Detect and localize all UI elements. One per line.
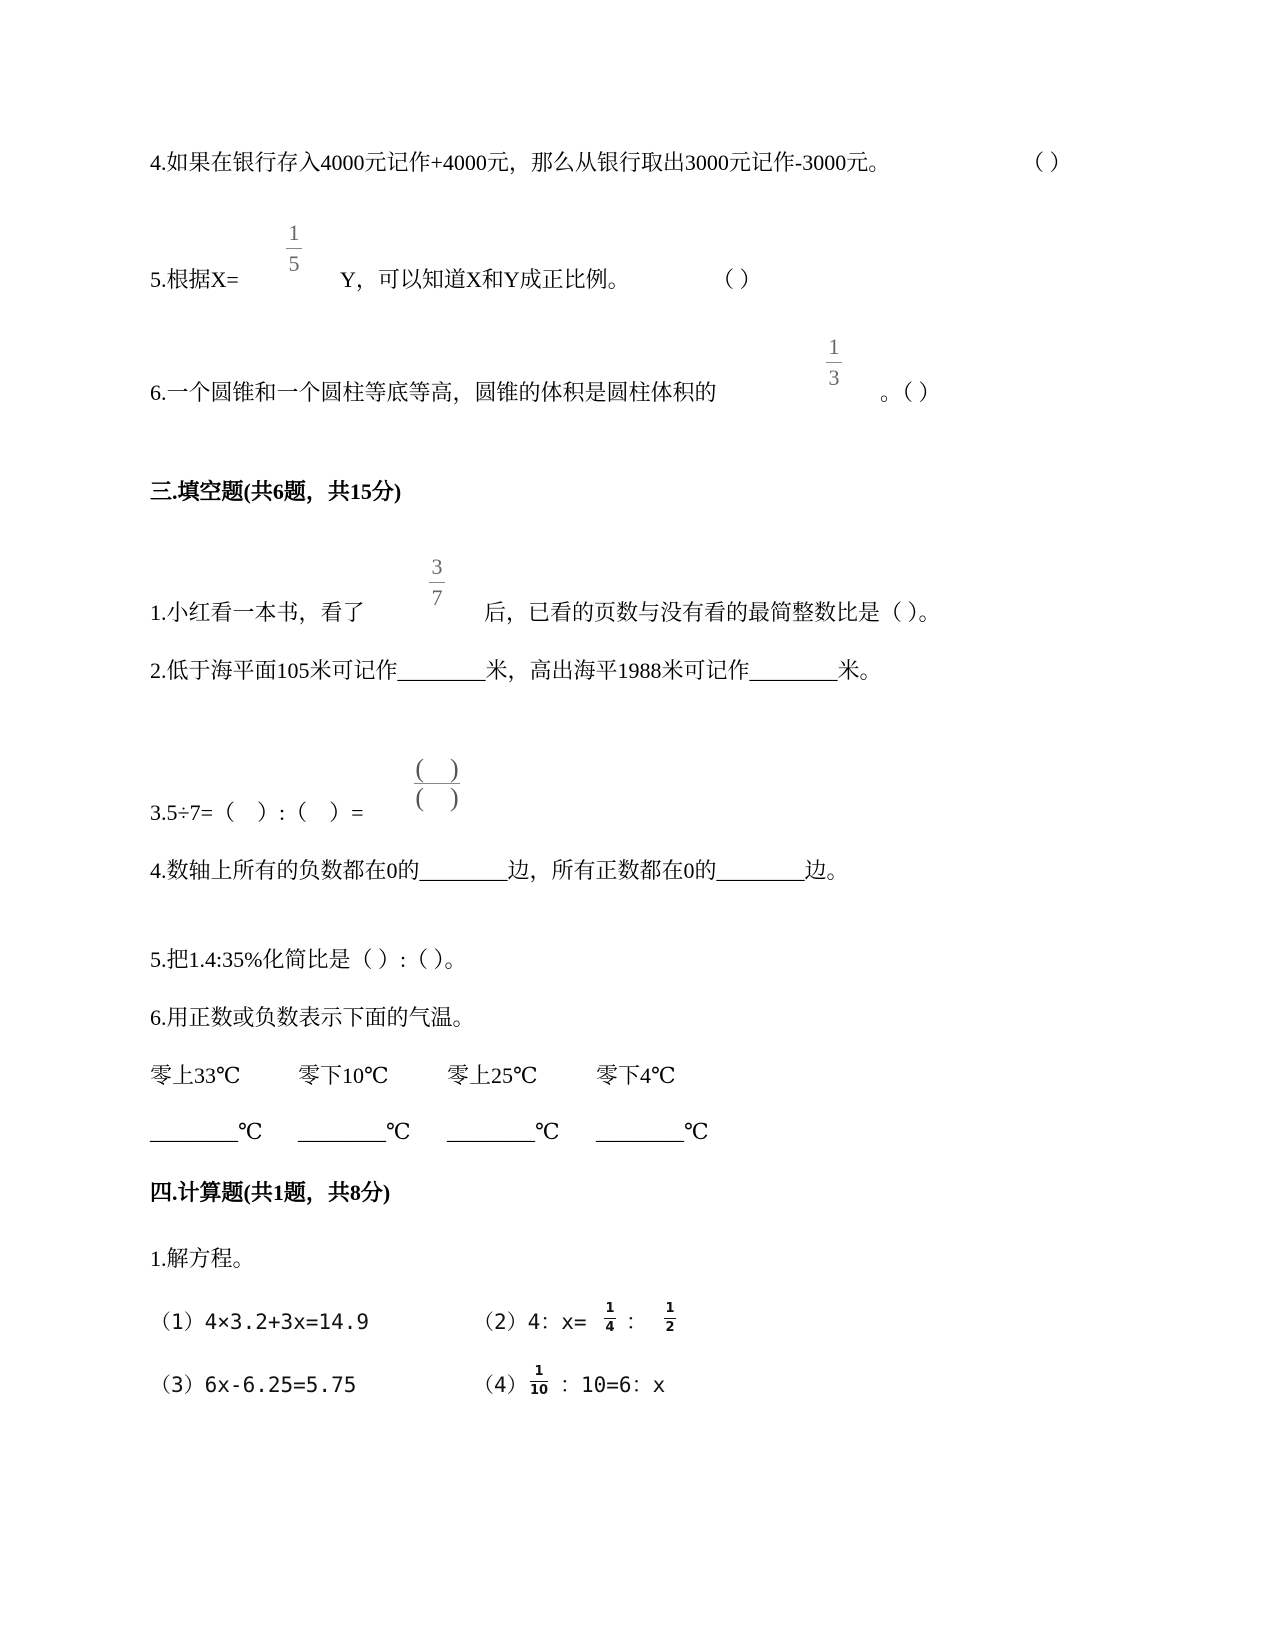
fill-q5-text: 5.把1.4:35%化简比是（ ）:（ ）。 [150,947,467,972]
fraction-denominator: 2 [665,1320,675,1335]
fill-q1-prefix: 1.小红看一本书，看了 [150,600,365,625]
fill-q3-fraction [414,756,460,811]
fill-q3-text: 3.5÷7=（ ）:（ ）= [150,800,364,825]
judge-q6-prefix: 6.一个圆锥和一个圆柱等底等高，圆锥的体积是圆柱体积的 [150,380,717,405]
fraction-numerator: 1 [288,220,300,245]
equation-3: （3）6x-6.25=5.75 [150,1373,357,1397]
equation-4-suffix: ：10=6：x [560,1373,666,1397]
fraction-bar [429,582,445,583]
fill-q1-suffix: 后，已看的页数与没有看的最简整数比是（ ）。 [484,600,941,625]
fraction-denominator: 5 [288,251,300,276]
equation-2-prefix: （2）4：x= [473,1310,587,1334]
fraction-denominator: ( ) [415,783,459,812]
fraction-bar [604,1318,616,1319]
equation-2-fraction-1 [604,1302,616,1335]
fraction-numerator: 1 [665,1301,675,1316]
fraction-numerator: ( ) [415,754,459,783]
fill-q6-text: 6.用正数或负数表示下面的气温。 [150,1005,475,1030]
fraction-bar [530,1381,548,1382]
temp-label-1: 零上33℃ [150,1063,241,1088]
fraction-numerator: 1 [828,334,840,359]
judge-q5-answer-paren: （ ） [712,267,762,292]
fraction-numerator: 1 [605,1301,615,1316]
fraction-denominator: 4 [605,1320,615,1335]
fraction-denominator: 7 [431,585,443,610]
fraction-numerator: 3 [431,554,443,579]
fraction-numerator: 1 [534,1364,544,1379]
fraction-denominator: 10 [530,1383,549,1398]
temp-blank-2: ________℃ [298,1119,411,1144]
equation-1: （1）4×3.2+3x=14.9 [150,1310,370,1334]
temp-blank-1: ________℃ [150,1119,263,1144]
temp-blank-4: ________℃ [596,1119,709,1144]
fraction-bar [286,248,302,249]
judge-q5-fraction [286,222,302,275]
temp-label-2: 零下10℃ [298,1063,389,1088]
fill-q1-fraction [429,556,445,609]
section3-heading: 三.填空题(共6题，共15分) [150,479,402,504]
fill-q2-text: 2.低于海平面105米可记作________米，高出海平1988米可记作________米。 [150,658,882,683]
judge-q6-suffix: 。（ ） [880,380,941,405]
equation-4-prefix: （4） [473,1373,528,1397]
calc-q1-text: 1.解方程。 [150,1246,255,1271]
judge-q5-prefix: 5.根据X= [150,267,239,292]
temp-label-3: 零上25℃ [447,1063,538,1088]
equation-4-fraction [530,1365,548,1398]
equation-2-separator: ： [626,1310,647,1334]
temp-label-4: 零下4℃ [596,1063,676,1088]
judge-q4-text: 4.如果在银行存入4000元记作+4000元，那么从银行取出3000元记作-3000元。 [150,150,891,175]
fraction-bar [664,1318,676,1319]
fraction-denominator: 3 [828,365,840,390]
judge-q5-suffix: Y，可以知道X和Y成正比例。 [340,267,630,292]
judge-q4-answer-paren: （ ） [1022,150,1072,175]
equation-2-fraction-2 [664,1302,676,1335]
judge-q6-fraction [826,336,842,389]
temp-blank-3: ________℃ [447,1119,560,1144]
fill-q4-text: 4.数轴上所有的负数都在0的________边，所有正数都在0的________边。 [150,858,849,883]
section4-heading: 四.计算题(共1题，共8分) [150,1180,391,1205]
fraction-bar [826,362,842,363]
